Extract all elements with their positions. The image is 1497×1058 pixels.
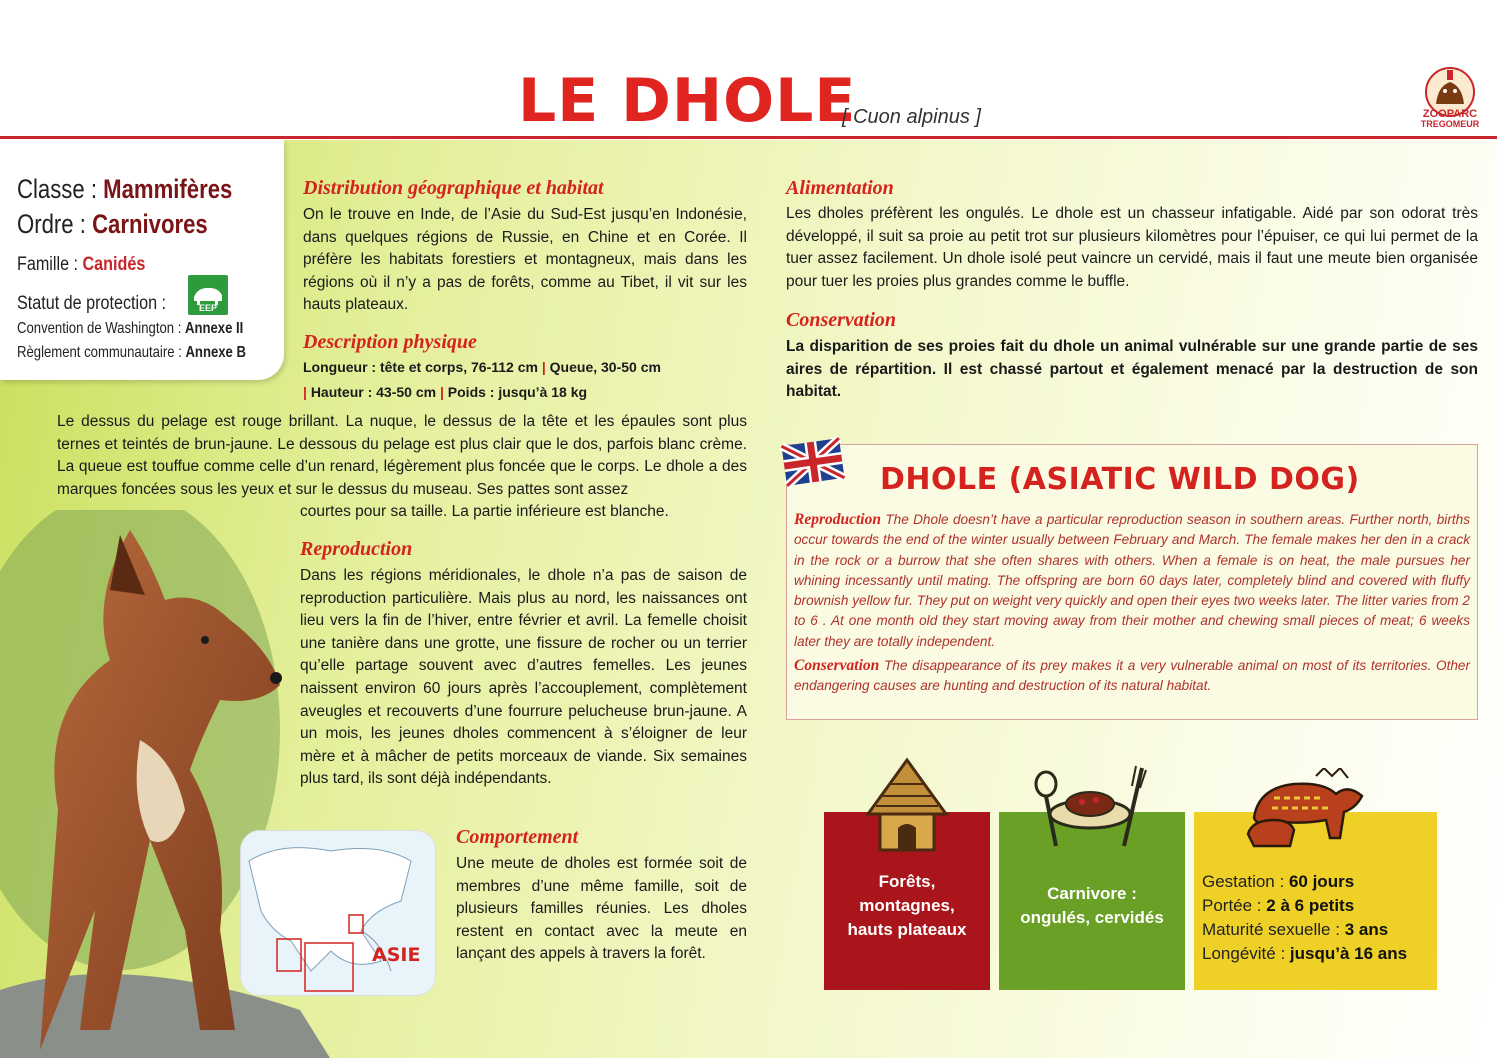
- hut-icon: [862, 756, 952, 856]
- header-divider: [0, 136, 1497, 139]
- longevite-label: Longévité :: [1202, 944, 1286, 963]
- separator: |: [439, 384, 444, 400]
- eep-badge: [188, 275, 228, 315]
- map-outline-icon: [241, 831, 436, 996]
- longevite-value: jusqu’à 16 ans: [1289, 944, 1408, 963]
- logo-text-bottom: TREGOMEUR: [1420, 119, 1480, 129]
- diet-line: ongulés, cervidés: [1020, 908, 1164, 927]
- tail-measure: Queue, 30-50 cm: [549, 359, 661, 375]
- alimentation-title: Alimentation: [786, 177, 894, 199]
- classe-row: [17, 174, 232, 205]
- separator: |: [541, 359, 546, 375]
- eep-label: EEP: [198, 303, 217, 313]
- distribution-text: On le trouve en Inde, de l’Asie du Sud-Est jusqu’en Indonésie, dans quelques régions de Russie, en Chine et en Corée. Il préfère les habitats forestiers et montagneux, mais dans les régions où il n’y a pas de forêts, comme au Tibet, il vit sur les hauts plateaux.: [303, 206, 747, 314]
- description-title: Description physique: [303, 331, 477, 353]
- taxonomy-card: [0, 140, 284, 380]
- reglement-row: [17, 344, 246, 362]
- description-measures-line1: [303, 359, 661, 375]
- famille-row: [17, 254, 145, 276]
- english-reproduction-text: The Dhole doesn’t have a particular reproduction season in southern areas. Further north, births occur towards the end of the winter usually between February and March. The female makes her den in a crack in the rock or a burrow that she often shares with others. When a female is on heat, the male pursues her whining incessantly until mating. The offspring are born 60 days later, completely blind and covered with fluffy brownish yellow fur. They put on weight very quickly and open their eyes two weeks later. The litter varies from 2 to 6 . At one month old they start moving away from their mother and chewing small pieces of meat; 6 weeks later they are totally independent.: [794, 512, 1470, 649]
- portee-row: [1202, 894, 1354, 918]
- reglement-label: Règlement communautaire :: [17, 344, 182, 361]
- alimentation-text: Les dholes préfèrent les ongulés. Le dhole est un chasseur infatigable. Aidé par son odorat très développé, il suit sa proie au petit trot sur plusieurs kilomètres pour l’épuiser, ce qui lui permet de la tuer assez facilement. Un dhole isolé peut vaincre un cervidé, mais il faut une meute bien organisée pour tuer les proies plus grandes comme le buffle.: [786, 205, 1478, 290]
- longevite-row: [1202, 942, 1407, 966]
- english-reproduction: [794, 510, 1470, 652]
- length-measure: Longueur : tête et corps, 76-112 cm: [303, 359, 538, 375]
- english-conservation: [794, 656, 1470, 697]
- famille-label: Famille :: [17, 254, 79, 275]
- maturite-row: [1202, 918, 1388, 942]
- famille-value: Canidés: [82, 254, 146, 275]
- reproduction-text: Dans les régions méridionales, le dhole n’a pas de saison de reproduction particulière. Mais plus au nord, les naissances ont lieu vers la fin de l’hiver, entre février et avril. La femelle choisit une tanière dans une grotte, une fissure de rocher ou un terrier qu’elle partage souvent avec d’autres femelles. Les jeunes naissent environ 60 jours après l’accouplement, complètement aveugles et recouverts d’une fourrure pelucheuse brun-jaune. A un mois, les jeunes dholes commencent à s’éloigner de leur mère et à mâcher de petits morceaux de viande. Six semaines plus tard, ils sont déjà indépendants.: [300, 567, 747, 788]
- animal-icon: [1244, 768, 1374, 852]
- plate-icon: [1024, 762, 1154, 852]
- scientific-name: [ Cuon alpinus ]: [842, 106, 981, 128]
- separator: |: [303, 384, 307, 400]
- diet-line: Carnivore :: [1047, 884, 1137, 903]
- reglement-value: Annexe B: [185, 344, 246, 361]
- english-conservation-label: Conservation: [794, 657, 880, 674]
- description-measures-line2: [303, 384, 587, 400]
- weight-measure: Poids : jusqu’à 18 kg: [447, 384, 588, 400]
- english-reproduction-label: Reproduction: [794, 511, 881, 528]
- classe-value: Mammifères: [103, 174, 233, 204]
- maturite-label: Maturité sexuelle :: [1202, 920, 1340, 939]
- portee-value: 2 à 6 petits: [1266, 896, 1355, 915]
- washington-label: Convention de Washington :: [17, 320, 182, 337]
- habitat-line: montagnes,: [859, 896, 955, 915]
- gestation-label: Gestation :: [1202, 872, 1285, 891]
- reproduction-title: Reproduction: [300, 538, 413, 560]
- asia-map: [240, 830, 436, 996]
- portee-label: Portée :: [1202, 896, 1262, 915]
- maturite-value: 3 ans: [1344, 920, 1389, 939]
- english-conservation-text: The disappearance of its prey makes it a very vulnerable animal on most of its territories. Other endangering causes are hunting and destruction of its natural habitat.: [794, 658, 1470, 694]
- washington-value: Annexe II: [184, 320, 244, 337]
- statut-label: Statut de protection :: [17, 293, 167, 314]
- description-text-end: courtes pour sa taille. La partie inférieure est blanche.: [300, 503, 669, 520]
- gestation-value: 60 jours: [1288, 872, 1355, 891]
- habitat-text: [824, 870, 990, 942]
- english-title: DHOLE (ASIATIC WILD DOG): [880, 462, 1360, 497]
- gestation-row: [1202, 870, 1354, 894]
- page-title: LE DHOLE: [518, 66, 857, 136]
- uk-flag-icon: [780, 432, 846, 492]
- comportement-title: Comportement: [456, 826, 579, 848]
- map-label: ASIE: [372, 944, 421, 966]
- habitat-line: hauts plateaux: [847, 920, 967, 939]
- conservation-title: Conservation: [786, 309, 897, 331]
- distribution-title: Distribution géographique et habitat: [303, 177, 604, 199]
- logo-text-top: ZOOPARC: [1422, 108, 1478, 120]
- ordre-value: Carnivores: [92, 209, 208, 239]
- washington-row: [17, 320, 243, 338]
- height-measure: Hauteur : 43-50 cm: [310, 384, 437, 400]
- description-text: Le dessus du pelage est rouge brillant. La nuque, le dessus de la tête et les épaules sont plus ternes et teintés de brun-jaune. Le dessous du pelage est plus clair que le dos, parfois blanc crème. La queue est touffue comme celle d’un renard, légèrement plus foncée que le corps. Le dhole a des marques foncées sous les yeux et sur le dessus du museau. Ses pattes sont assez: [57, 413, 747, 498]
- classe-label: Classe :: [17, 174, 97, 204]
- diet-text: [999, 882, 1185, 930]
- ordre-row: [17, 209, 208, 240]
- ordre-label: Ordre :: [17, 209, 86, 239]
- logo-wordmark: [1412, 108, 1488, 129]
- conservation-text: La disparition de ses proies fait du dhole un animal vulnérable sur une grande partie de ses aires de répartition. Il est chassé partout et également menacé par la destruction de son habitat.: [786, 338, 1478, 401]
- comportement-text: Une meute de dholes est formée soit de membres d’une même famille, soit de plusieurs familles réunies. Les dholes restent en contact avec la meute en lançant des appels à travers la forêt.: [456, 855, 747, 963]
- habitat-line: Forêts,: [878, 872, 936, 891]
